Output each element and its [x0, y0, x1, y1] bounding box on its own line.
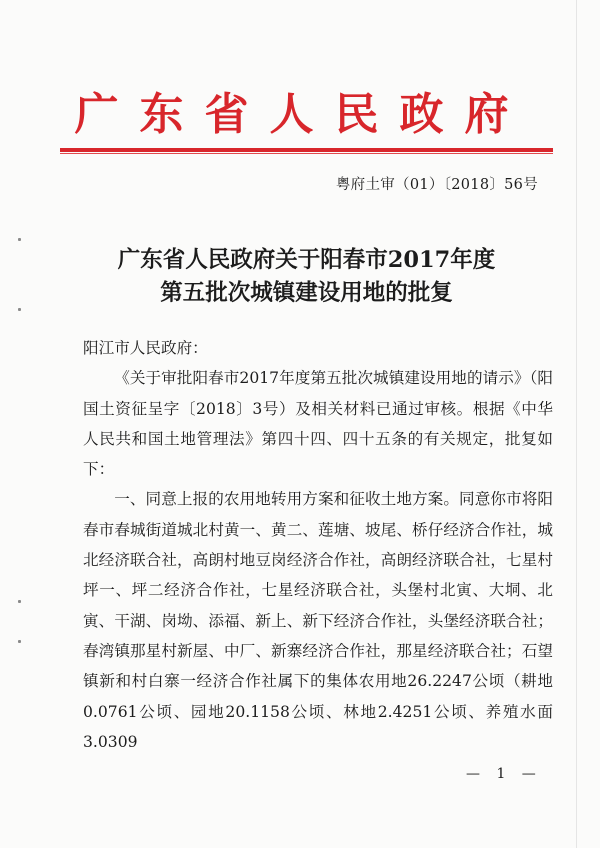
issuing-authority-header: 广东省人民政府	[74, 89, 530, 140]
page-edge	[576, 0, 577, 848]
document-number: 粤府土审（01）〔2018〕56号	[335, 177, 538, 193]
body-paragraph-approval: 一、同意上报的农用地转用方案和征收土地方案。同意你市将阳春市春城街道城北村黄一、黄二、莲塘、坡尾、桥仔经济合作社，城北经济联合社，高朗村地豆岗经济合作社，高朗经济联合社，七星村坪一、坪二经济合作社，七星经济联合社，头堡村北寅、大垌、北寅、干湖、岗坳、添福、新上、新下经济合作社，头堡经济联合社；春湾镇那星村新屋、中厂、新寨经济合作社，那星经济联合社；石望镇新和村白寨一经济合作社属下的集体农用地26.2247公顷（耕地0.0761公顷、园地20.1158公顷、林地2.4251公顷、养殖水面3.0309	[83, 490, 553, 751]
body-paragraph-request: 《关于审批阳春市2017年度第五批次城镇建设用地的请示》（阳国土资征呈字〔2018〕3号）及相关材料已通过审核。根据《中华人民共和国土地管理法》第四十四、四十五条的有关规定，批复如下：	[83, 369, 553, 479]
page-number: — 1 —	[466, 766, 542, 782]
binding-mark	[18, 308, 21, 311]
binding-mark	[18, 640, 21, 643]
document-title-line-2: 第五批次城镇建设用地的批复	[160, 280, 453, 306]
document-body	[83, 333, 553, 757]
document-title-line-1: 广东省人民政府关于阳春市2017年度	[117, 247, 496, 273]
red-header-rule	[60, 148, 553, 152]
binding-mark	[18, 600, 21, 603]
red-header-rule-thin	[60, 153, 553, 154]
salutation: 阳江市人民政府：	[83, 339, 208, 357]
document-title	[60, 244, 553, 310]
binding-mark	[18, 238, 21, 241]
